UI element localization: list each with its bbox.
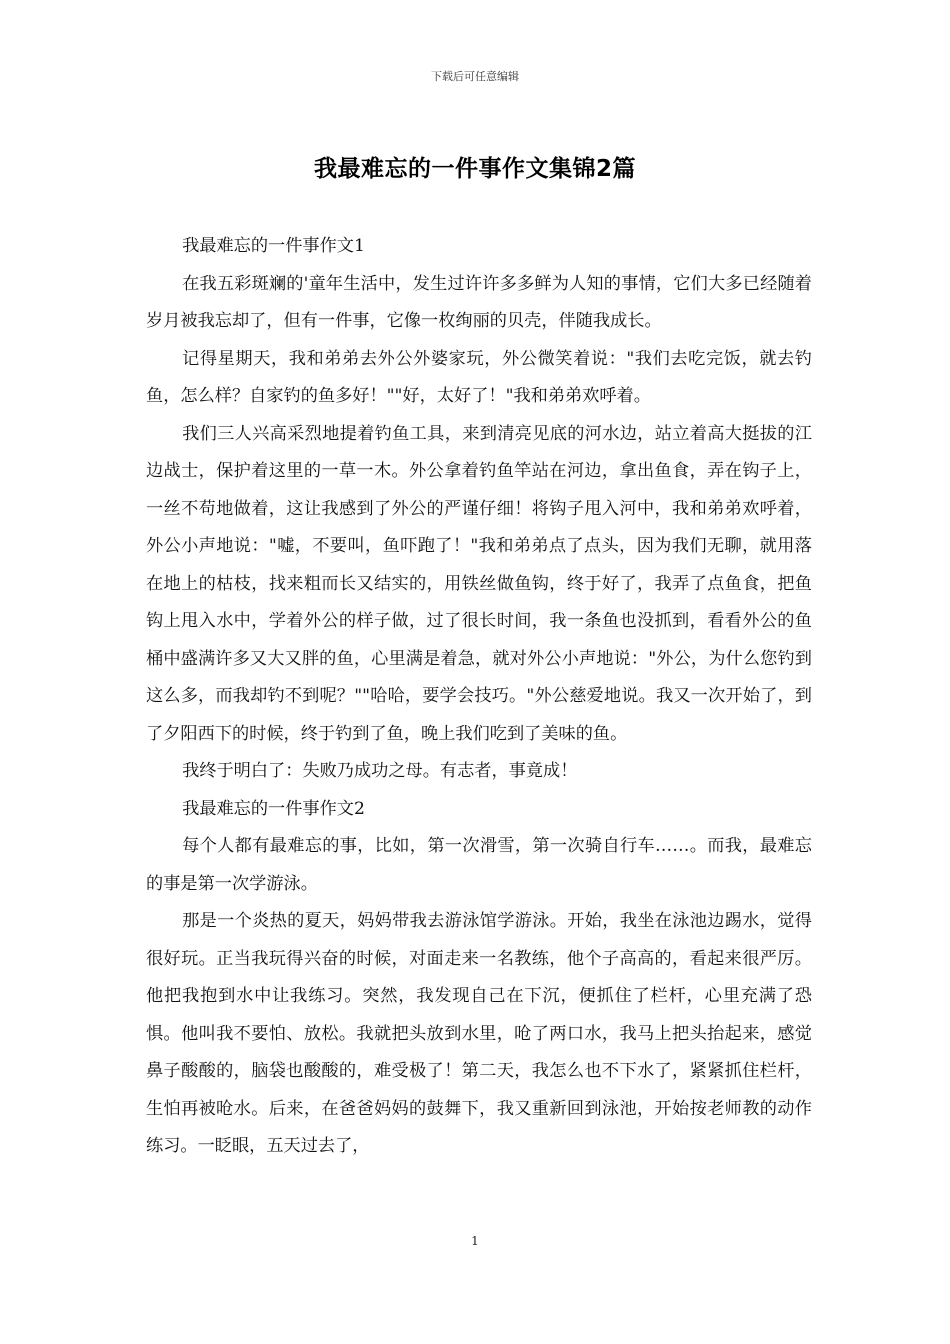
page-number: 1 (471, 1234, 479, 1248)
essay-1-heading: 我最难忘的一件事作文1 (182, 236, 365, 256)
paragraph: 我终于明白了：失败乃成功之母。有志者，事竟成！ (182, 761, 578, 781)
paragraph: 每个人都有最难忘的事，比如，第一次滑雪，第一次骑自行车……。而我，最难忘的事是第一次学游泳。 (146, 836, 812, 894)
paragraph: 记得星期天，我和弟弟去外公外婆家玩，外公微笑着说："我们去吃完饭，就去钓鱼，怎么样？自家钓的鱼多好！""好，太好了！"我和弟弟欢呼着。 (146, 348, 812, 406)
document-body (146, 228, 812, 1166)
paragraph: 在我五彩斑斓的'童年生活中，发生过许许多多鲜为人知的事情，它们大多已经随着岁月被我忘却了，但有一件事，它像一枚绚丽的贝壳，伴随我成长。 (146, 273, 812, 331)
document-title: 我最难忘的一件事作文集锦2篇 (313, 156, 636, 182)
paragraph: 那是一个炎热的夏天，妈妈带我去游泳馆学游泳。开始，我坐在泳池边踢水，觉得很好玩。正当我玩得兴奋的时候，对面走来一名教练，他个子高高的，看起来很严厉。他把我抱到水中让我练习。突然，我发现自己在下沉，便抓住了栏杆，心里充满了恐惧。他叫我不要怕、放松。我就把头放到水里，呛了两口水，我马上把头抬起来，感觉鼻子酸酸的，脑袋也酸酸的，难受极了！第二天，我怎么也不下水了，紧紧抓住栏杆，生怕再被呛水。后来，在爸爸妈妈的鼓舞下，我又重新回到泳池，开始按老师教的动作练习。一眨眼，五天过去了， (146, 911, 812, 1156)
essay-2-heading: 我最难忘的一件事作文2 (182, 798, 365, 819)
header-note: 下载后可任意编辑 (431, 70, 519, 83)
paragraph: 我们三人兴高采烈地提着钓鱼工具，来到清亮见底的河水边，站立着高大挺拔的江边战士，保护着这里的一草一木。外公拿着钓鱼竿站在河边，拿出鱼食，弄在钩子上，一丝不苟地做着，这让我感到了外公的严谨仔细！将钩子甩入河中，我和弟弟欢呼着，外公小声地说："嘘，不要叫，鱼吓跑了！"我和弟弟点了点头，因为我们无聊，就用落在地上的枯枝，找来粗而长又结实的，用铁丝做鱼钩，终于好了，我弄了点鱼食，把鱼钩上甩入水中，学着外公的样子做，过了很长时间，我一条鱼也没抓到，看看外公的鱼桶中盛满许多又大又胖的鱼，心里满是着急，就对外公小声地说："外公，为什么您钓到这么多，而我却钓不到呢？""哈哈，要学会技巧。"外公慈爱地说。我又一次开始了，到了夕阳西下的时候，终于钓到了鱼，晚上我们吃到了美味的鱼。 (146, 423, 812, 744)
